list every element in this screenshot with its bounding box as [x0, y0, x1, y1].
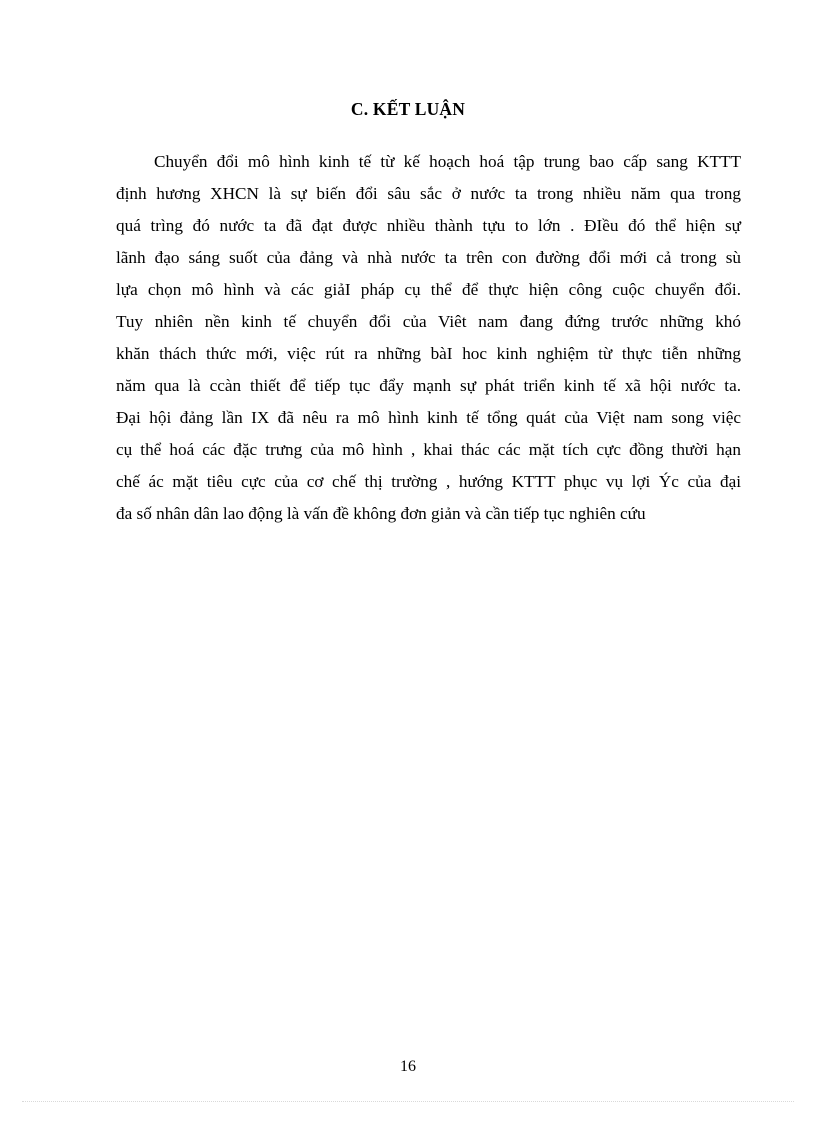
- paragraph-line: lựa chọn mô hình và các giảI pháp cụ thể để thực hiện công cuộc chuyển đổi.: [116, 280, 741, 299]
- section-heading: C. KẾT LUẬN: [350, 99, 466, 119]
- body-paragraph: [116, 150, 741, 534]
- paragraph-line: năm qua là ccàn thiết để tiếp tục đẩy mạnh sự phát triển kinh tế xã hội nước ta.: [116, 376, 741, 395]
- paragraph-line: Chuyển đổi mô hình kinh tế từ kế hoạch hoá tập trung bao cấp sang KTTT: [154, 152, 741, 171]
- paragraph-line: đa số nhân dân lao động là vấn đề không đơn giản và cần tiếp tục nghiên cứu: [116, 504, 646, 523]
- page-bottom-divider: [22, 1101, 794, 1102]
- paragraph-line: Đại hội đảng lần IX đã nêu ra mô hình kinh tế tổng quát của Việt nam song việc: [116, 408, 741, 427]
- paragraph-line: lãnh đạo sáng suốt của đảng và nhà nước ta trên con đường đổi mới cả trong sù: [116, 248, 741, 267]
- paragraph-line: Tuy nhiên nền kinh tế chuyển đổi của Viêt nam đang đứng trước những khó: [116, 312, 741, 331]
- paragraph-line: quá trìng đó nước ta đã đạt được nhiều thành tựu to lớn . ĐIều đó thể hiện sự: [116, 216, 741, 235]
- paragraph-line: cụ thể hoá các đặc trưng của mô hình , khai thác các mặt tích cực đồng thười hạn: [116, 440, 741, 459]
- paragraph-line: chế ác mặt tiêu cực của cơ chế thị trường , hướng KTTT phục vụ lợi Ýc của đại: [116, 472, 741, 491]
- page-number: 16: [400, 1058, 416, 1075]
- paragraph-line: khăn thách thức mới, việc rút ra những bàI hoc kinh nghiệm từ thực tiễn những: [116, 344, 741, 363]
- paragraph-line: định hương XHCN là sự biến đổi sâu sắc ở nước ta trong nhiều năm qua trong: [116, 184, 741, 203]
